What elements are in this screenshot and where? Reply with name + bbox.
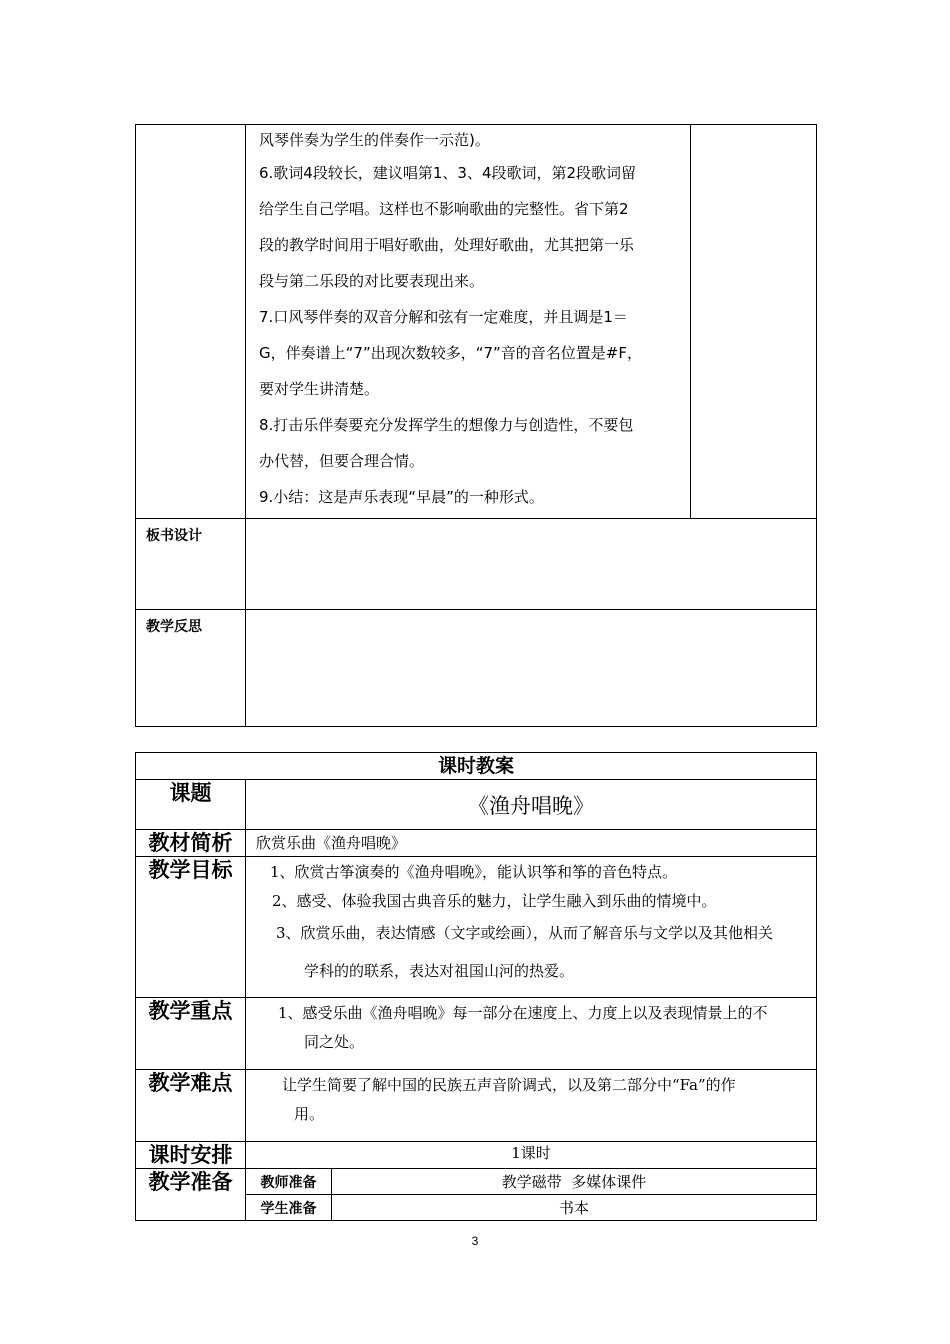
process-line: 6.歌词4段较长，建议唱第1、3、4段歌词，第2段歌词留	[259, 164, 637, 182]
goals-content	[246, 857, 817, 998]
topic-text: 《渔舟唱晚》	[468, 794, 594, 818]
key-point-line: 1、感受乐曲《渔舟唱晚》每一部分在速度上、力度上以及表现情景上的不	[278, 1004, 768, 1022]
process-line: 段的教学时间用于唱好歌曲，处理好歌曲，尤其把第一乐	[259, 236, 635, 254]
board-design-content	[246, 519, 817, 610]
process-content-cell	[246, 125, 691, 519]
student-prep-value	[332, 1195, 817, 1221]
board-design-label: 板书设计	[136, 519, 246, 610]
process-line: 8.打击乐伴奏要充分发挥学生的想像力与创造性，不要包	[259, 416, 634, 434]
difficulty-content	[246, 1070, 817, 1142]
lesson-plan-header: 课时教案	[136, 753, 817, 780]
teacher-prep-label: 教师准备	[246, 1169, 332, 1195]
topic-value	[246, 780, 817, 830]
material-label: 教材简析	[136, 830, 246, 857]
difficulty-line: 让学生简要了解中国的民族五声音阶调式，以及第二部分中“Fa”的作	[282, 1076, 736, 1094]
goal-line: 3、欣赏乐曲，表达情感（文字或绘画），从而了解音乐与文学以及其他相关	[276, 924, 774, 942]
material-text: 欣赏乐曲《渔舟唱晚》	[256, 834, 407, 852]
teacher-prep-text: 教学磁带 多媒体课件	[501, 1173, 647, 1191]
schedule-text: 1课时	[511, 1144, 551, 1162]
student-prep-text: 书本	[558, 1199, 589, 1217]
key-points-label: 教学重点	[136, 998, 246, 1070]
difficulty-label: 教学难点	[136, 1070, 246, 1142]
process-line: 要对学生讲清楚。	[259, 380, 380, 398]
key-points-content	[246, 998, 817, 1070]
goal-line: 学科的的联系，表达对祖国山河的热爱。	[304, 962, 575, 980]
process-label-cell	[136, 125, 246, 519]
goal-line: 1、欣赏古筝演奏的《渔舟唱晚》，能认识筝和筝的音色特点。	[270, 863, 678, 881]
process-line: 段与第二乐段的对比要表现出来。	[259, 272, 485, 290]
difficulty-line: 用。	[294, 1105, 325, 1123]
student-prep-label: 学生准备	[246, 1195, 332, 1221]
process-line: 7.口风琴伴奏的双音分解和弦有一定难度，并且调是1＝	[259, 308, 628, 326]
teaching-process-table	[135, 124, 817, 727]
process-line: 给学生自己学唱。这样也不影响歌曲的完整性。省下第2	[259, 200, 629, 218]
goal-line: 2、感受、体验我国古典音乐的魅力，让学生融入到乐曲的情境中。	[272, 892, 717, 910]
lesson-plan-table	[135, 752, 817, 1221]
process-line: 9.小结：这是声乐表现“早晨”的一种形式。	[259, 488, 544, 506]
process-notes-cell	[691, 125, 817, 519]
process-line: 办代替，但要合理合情。	[259, 452, 425, 470]
process-line: 风琴伴奏为学生的伴奏作一示范)。	[259, 131, 490, 149]
schedule-value	[246, 1142, 817, 1169]
reflection-content	[246, 610, 817, 727]
topic-label: 课题	[136, 780, 246, 830]
teacher-prep-value	[332, 1169, 817, 1195]
key-point-line: 同之处。	[304, 1033, 365, 1051]
material-value	[246, 830, 817, 857]
prep-label: 教学准备	[136, 1169, 246, 1221]
page-number: 3	[471, 1234, 479, 1248]
goals-label: 教学目标	[136, 857, 246, 998]
schedule-label: 课时安排	[136, 1142, 246, 1169]
reflection-label: 教学反思	[136, 610, 246, 727]
process-line: G，伴奏谱上“7”出现次数较多，“7”音的音名位置是#F，	[259, 344, 642, 362]
